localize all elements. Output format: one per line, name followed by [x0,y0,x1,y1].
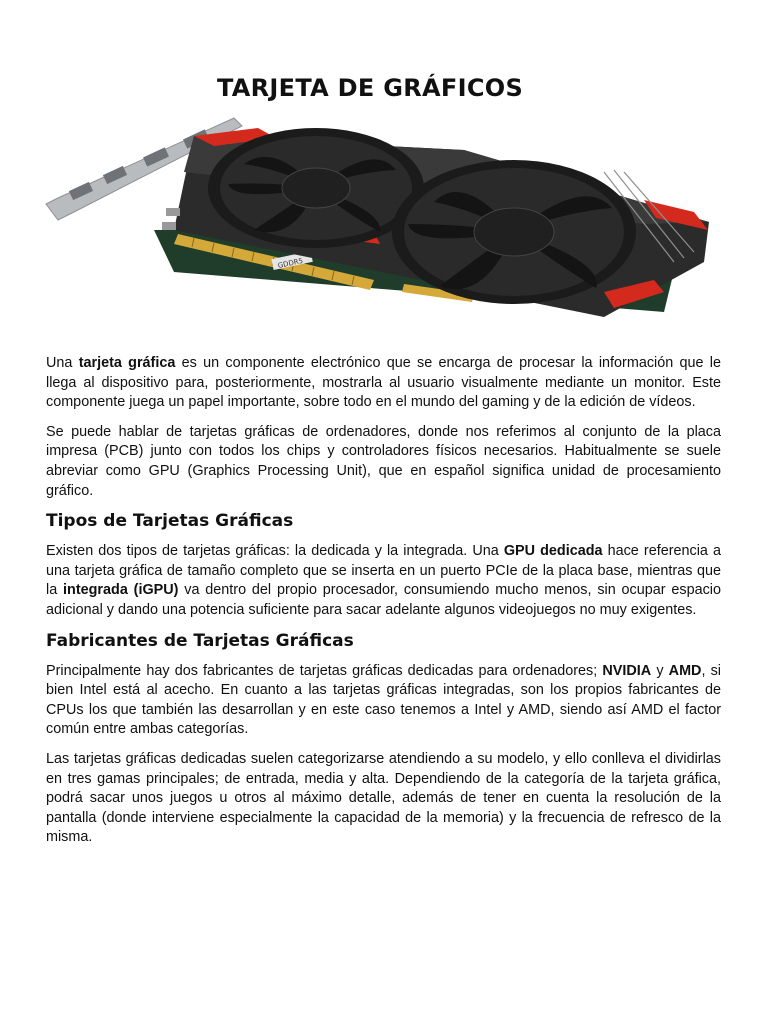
text-run: va dentro del propio procesador, consumiendo mucho menos, sin ocupar espacio adicional y dando una potencia suficiente para sacar adelante algunos videojuegos no muy exigentes. [46,582,721,618]
text-run: y [651,662,669,679]
heading-fabricantes: Fabricantes de Tarjetas Gráficas [46,630,354,651]
graphics-card-image [44,112,714,344]
graphics-card-illustration [44,112,714,344]
fan-left [208,128,424,248]
text-run: hace referencia a una tarjeta gráfica de tamaño completo que se inserta en un puerto PCIe de la placa base, mientras que la [46,543,721,599]
bold-term: AMD [668,662,702,679]
paragraph-intro-1 [46,354,721,413]
bold-term: tarjeta gráfica [78,355,176,371]
bold-term: NVIDIA [602,662,652,679]
text-run: Existen dos tipos de tarjetas gráficas: la dedicada y la integrada. Una [46,543,504,560]
bold-term: GPU dedicada [503,543,603,560]
paragraph-tipos [46,542,721,620]
paragraph-fabricantes-1 [46,662,721,740]
article-body [46,354,721,858]
paragraph-fabricantes-2: Las tarjetas gráficas dedicadas suelen categorizarse atendiendo a su modelo, y ello conlleva el dividirlas en tres gamas principales; de entrada, media y alta. Dependiendo de la categoría de la tarjeta gráfica, podrá sacar unos juegos u otros al máximo detalle, además de tener en cuenta la resolución de la pantalla (donde interviene especialmente la capacidad de la memoria) y la frecuencia de refresco de la misma. [46,750,721,846]
memory-label: GDDR5 [277,256,304,270]
text-run: Principalmente hay dos fabricantes de tarjetas gráficas dedicadas para ordenadores; [46,662,603,679]
text-run: , si bien Intel está al acecho. En cuanto a las tarjetas gráficas integradas, son los propios fabricantes de CPUs los que también las desarrollan y en este caso tenemos a Intel y AMD, siendo así AMD el factor común entre ambas categorías. [46,662,722,738]
paragraph-intro-2: Se puede hablar de tarjetas gráficas de ordenadores, donde nos referimos al conjunto de la placa impresa (PCB) junto con todos los chips y controladores físicos necesarios. Habitualmente se suele abreviar como GPU (Graphics Processing Unit), que en español significa unidad de procesamiento gráfico. [46,423,721,499]
document-title: TARJETA DE GRÁFICOS [216,74,524,102]
bold-term: integrada (iGPU) [63,582,179,599]
fan-right [392,160,636,304]
heading-tipos: Tipos de Tarjetas Gráficas [46,511,294,532]
text-run: es un componente electrónico que se encarga de procesar la información que le llega al dispositivo para, posteriormente, mostrarla al usuario visualmente mediante un monitor. Este componente juega un papel importante, sobre todo en el mundo del gaming y de la edición de vídeos. [46,355,721,411]
text-run: Una [46,355,79,371]
